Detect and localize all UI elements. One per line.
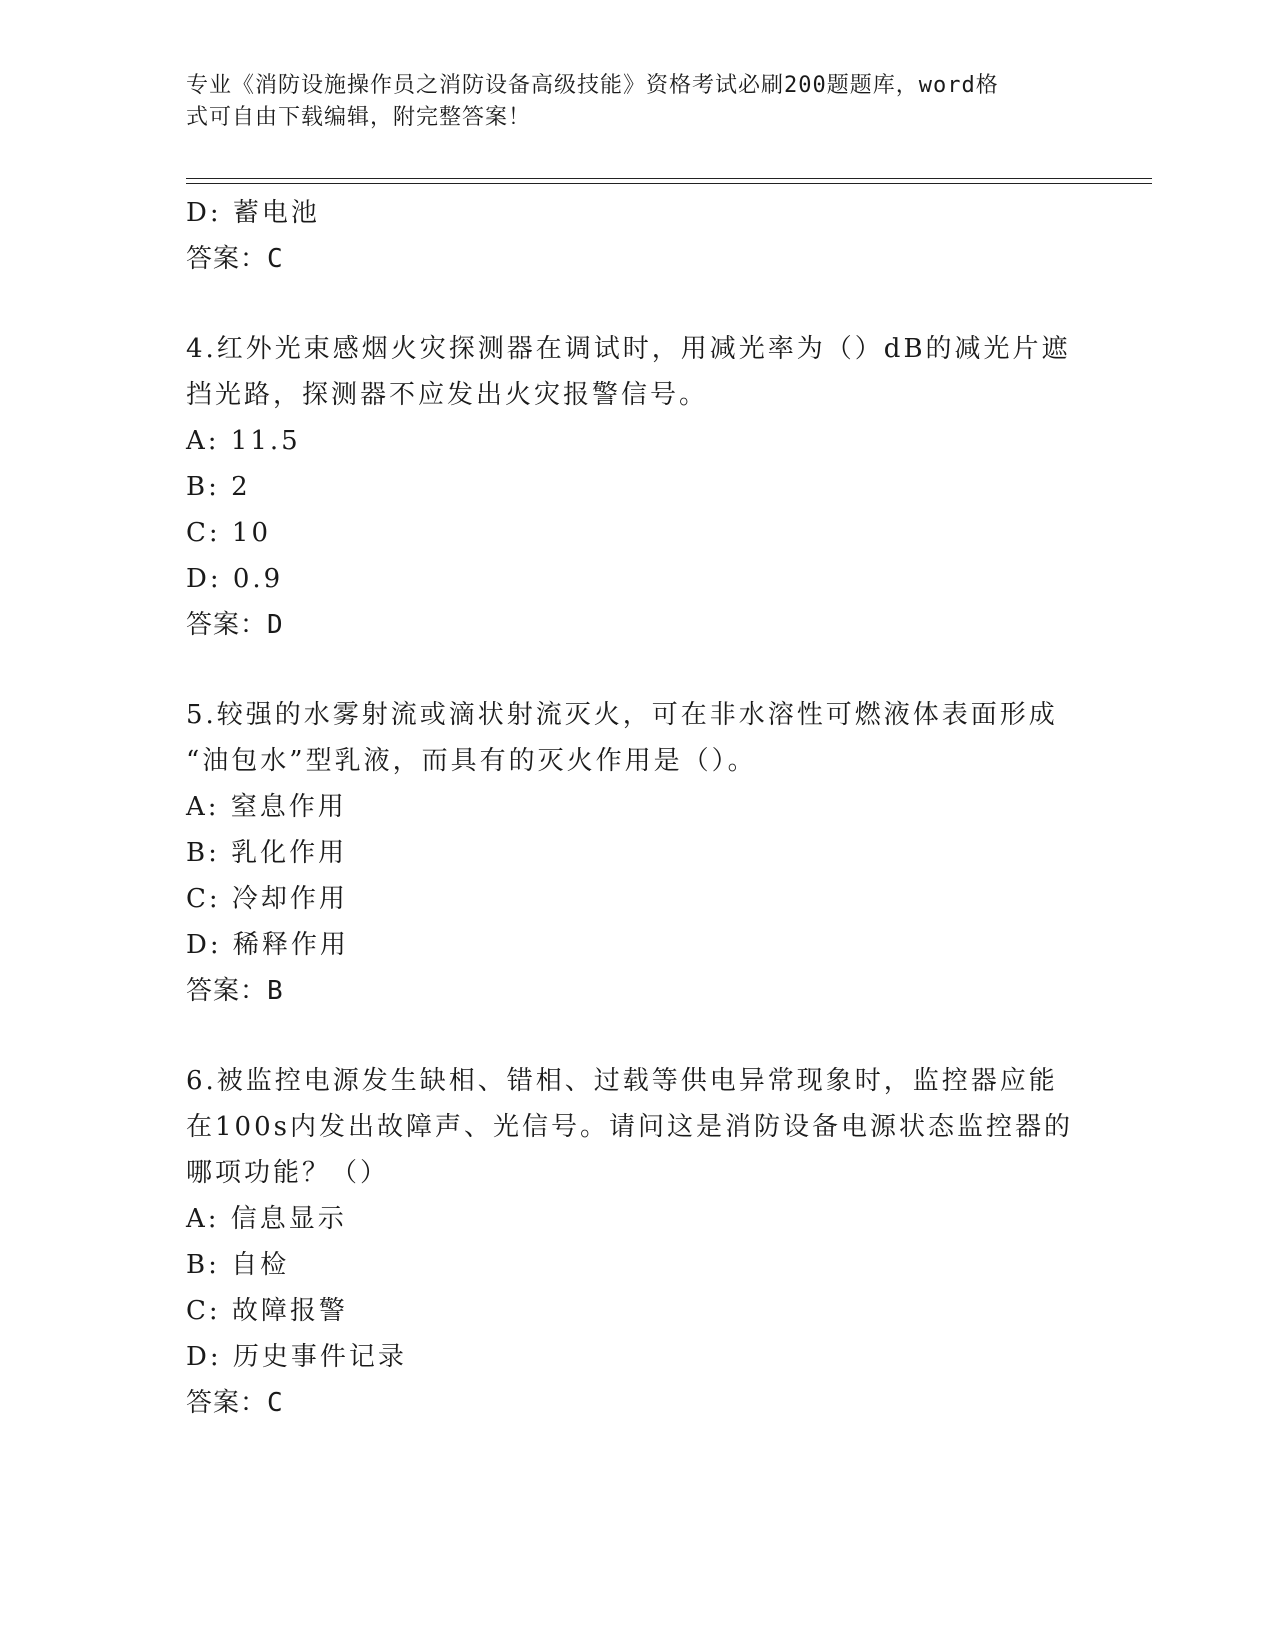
header-divider-top (186, 178, 1152, 179)
option-b: B: 2 (186, 472, 251, 502)
option-d: D: 0.9 (186, 564, 284, 594)
previous-question-tail (186, 190, 1086, 282)
question-stem-line: 在100s内发出故障声、光信号。请问这是消防设备电源状态监控器的 (186, 1112, 1073, 1142)
question-5 (186, 692, 1086, 1014)
answer-line: 答案：B (186, 976, 284, 1006)
document-header (186, 70, 1086, 134)
question-stem-line: 哪项功能？（） (186, 1158, 390, 1188)
header-title-line-1: 专业《消防设施操作员之消防设备高级技能》资格考试必刷200题题库，word格 (186, 73, 999, 98)
question-6 (186, 1058, 1086, 1426)
header-title-line-2: 式可自由下载编辑，附完整答案！ (186, 105, 532, 130)
header-divider-bottom (186, 183, 1152, 184)
option-c: C: 冷却作用 (186, 884, 348, 914)
question-stem-line: 4.红外光束感烟火灾探测器在调试时，用减光率为（）dB的减光片遮 (186, 334, 1071, 364)
option-d: D: 历史事件记录 (186, 1342, 407, 1372)
question-stem-line: 挡光路，探测器不应发出火灾报警信号。 (186, 380, 709, 410)
option-b: B: 自检 (186, 1250, 290, 1280)
option-a: A: 11.5 (186, 426, 301, 456)
answer-line: 答案：C (186, 244, 284, 274)
question-list (186, 190, 1086, 1426)
option-c: C: 10 (186, 518, 272, 548)
question-stem-line: 6.被监控电源发生缺相、错相、过载等供电异常现象时，监控器应能 (186, 1066, 1058, 1096)
option-a: A: 窒息作用 (186, 792, 347, 822)
option-c: C: 故障报警 (186, 1296, 348, 1326)
answer-line: 答案：C (186, 1388, 284, 1418)
option-d: D: 稀释作用 (186, 930, 349, 960)
question-stem-line: “油包水”型乳液，而具有的灭火作用是（）。 (186, 746, 757, 776)
option-a: A: 信息显示 (186, 1204, 347, 1234)
option-b: B: 乳化作用 (186, 838, 348, 868)
question-stem-line: 5.较强的水雾射流或滴状射流灭火，可在非水溶性可燃液体表面形成 (186, 700, 1058, 730)
option-d: D: 蓄电池 (186, 198, 320, 228)
answer-line: 答案：D (186, 610, 284, 640)
question-4 (186, 326, 1086, 648)
